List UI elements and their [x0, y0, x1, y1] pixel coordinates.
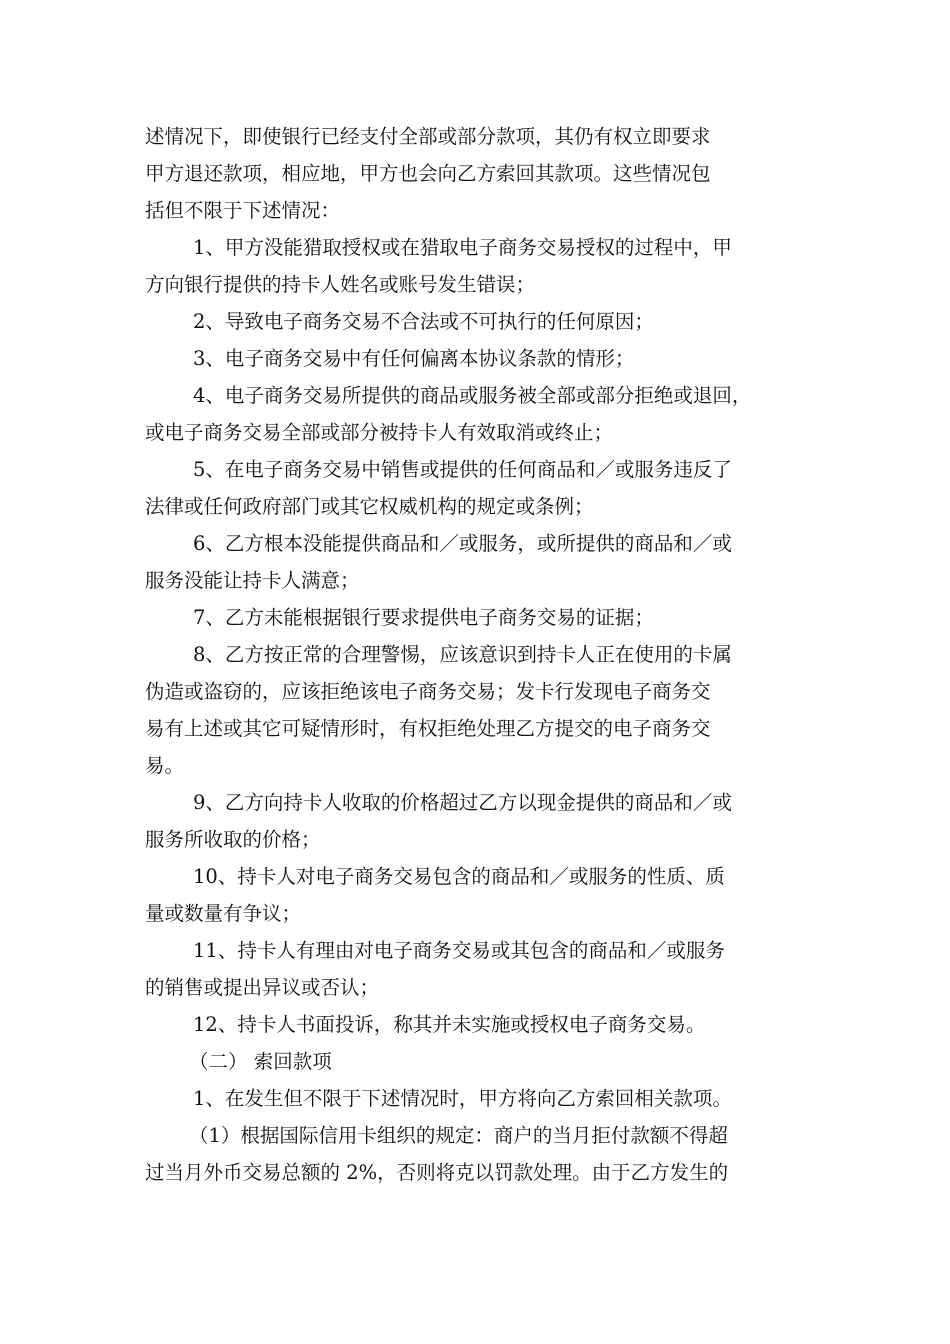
text-line: 服务没能让持卡人满意； — [145, 569, 360, 592]
text-line: 伪造或盗窃的，应该拒绝该电子商务交易；发卡行发现电子商务交 — [145, 680, 711, 703]
list-item-9: 9、乙方向持卡人收取的价格超过乙方以现金提供的商品和／或 — [193, 791, 732, 814]
text-line: 易。 — [145, 754, 185, 777]
list-item-12: 12、持卡人书面投诉，称其并未实施或授权电子商务交易。 — [193, 1013, 706, 1036]
list-item-10: 10、持卡人对电子商务交易包含的商品和／或服务的性质、质 — [193, 865, 725, 888]
list-item-11: 11、持卡人有理由对电子商务交易或其包含的商品和／或服务 — [193, 939, 725, 962]
text-line: 易有上述或其它可疑情形时，有权拒绝处理乙方提交的电子商务交 — [145, 717, 711, 740]
text-line: 甲方退还款项，相应地，甲方也会向乙方索回其款项。这些情况包 — [145, 162, 711, 185]
text-line: 或电子商务交易全部或部分被持卡人有效取消或终止； — [145, 421, 614, 444]
text-line: 服务所收取的价格； — [145, 828, 321, 851]
list-item-3: 3、电子商务交易中有任何偏离本协议条款的情形； — [193, 347, 635, 370]
list-item-5: 5、在电子商务交易中销售或提供的任何商品和／或服务违反了 — [193, 458, 732, 481]
list-item-2: 2、导致电子商务交易不合法或不可执行的任何原因； — [193, 310, 654, 333]
text-line: 方向银行提供的持卡人姓名或账号发生错误； — [145, 273, 536, 296]
text-line: 的销售或提出异议或否认； — [145, 976, 380, 999]
list-item-6: 6、乙方根本没能提供商品和／或服务，或所提供的商品和／或 — [193, 532, 732, 555]
document-body — [145, 118, 810, 1191]
text-line: 过当月外币交易总额的 2%，否则将克以罚款处理。由于乙方发生的 — [145, 1161, 729, 1184]
text-line: 括但不限于下述情况： — [145, 199, 341, 222]
sub-item-1: （1）根据国际信用卡组织的规定：商户的当月拒付款额不得超 — [189, 1124, 728, 1147]
text-line: 法律或任何政府部门或其它权威机构的规定或条例； — [145, 495, 594, 518]
list-item-1: 1、在发生但不限于下述情况时，甲方将向乙方索回相关款项。 — [193, 1087, 732, 1110]
text-line: 量或数量有争议； — [145, 902, 302, 925]
list-item-1: 1、甲方没能猎取授权或在猎取电子商务交易授权的过程中，甲 — [193, 236, 732, 259]
list-item-8: 8、乙方按正常的合理警惕，应该意识到持卡人正在使用的卡属 — [193, 643, 732, 666]
list-item-7: 7、乙方未能根据银行要求提供电子商务交易的证据； — [193, 606, 654, 629]
list-item-4: 4、电子商务交易所提供的商品或服务被全部或部分拒绝或退回， — [193, 384, 752, 407]
text-line: 述情况下，即使银行已经支付全部或部分款项，其仍有权立即要求 — [145, 125, 711, 148]
section-heading: （二） 索回款项 — [189, 1050, 332, 1073]
